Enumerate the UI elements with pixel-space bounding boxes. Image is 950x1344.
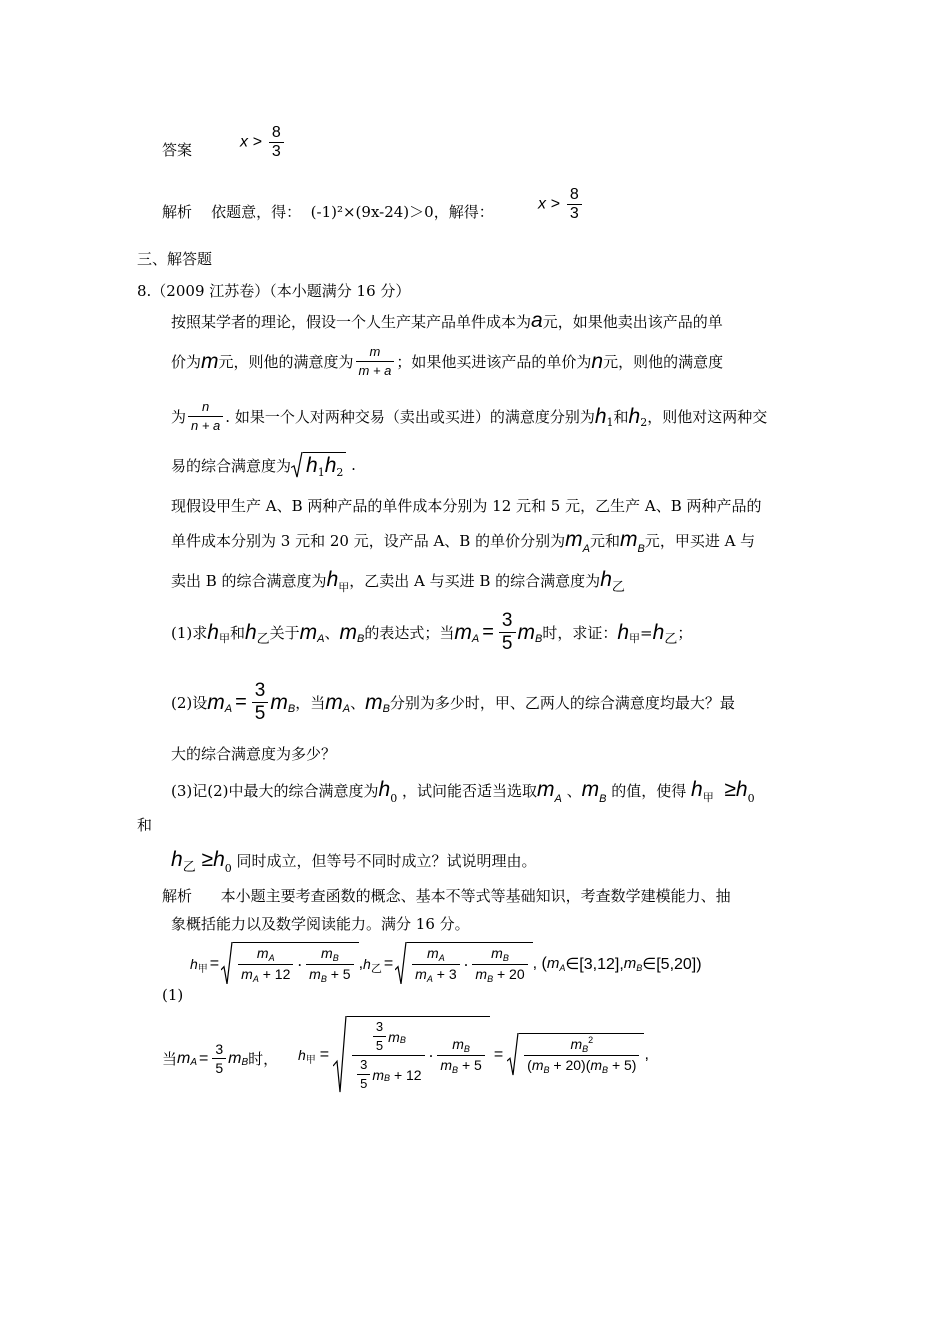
question-3-and: 和 <box>137 816 153 834</box>
analysis1-label: 解析 <box>162 203 193 221</box>
answer-expr: x > $\frac{8}{3}$ <box>240 124 286 161</box>
problem-line-5: 现假设甲生产 A、B 两种产品的单件成本分别为 12 元和 5 元，乙生产 A、B 两种产品的 <box>171 497 762 515</box>
problem-line-1: 按照某学者的理论，假设一个人生产某产品单件成本为a元，如果他卖出该产品的单 <box>171 309 723 332</box>
analysis1-text-a: 依题意，得： <box>211 203 302 221</box>
solution-step1-when: 当 m A = $\frac{3}{5}$ m B 时， <box>162 1041 279 1076</box>
question-2: (2)设 m A = $\frac{3}{5}$ m B ，当 m A 、 m B 分别为多少时，甲、乙两人的综合满意度均最大？最 <box>171 680 735 724</box>
question-3: (3)记(2)中最大的综合满意度为$h_0$ ，试问能否适当选取$m_A$ 、$m_B$ 的值，使得 $h_甲 \ge h_0$ <box>171 778 755 805</box>
answer-line <box>162 140 192 160</box>
solution-step1-formula: h 甲 = $\frac{m_A}{m_A + 12}$ · $\frac{m_B}{m_B + 5}$ , h 乙 = $\frac{m_A}{m_A + 3}$ · $\frac{m_B}{m_B + 20}$ , ( m A ∈[3,12], m B ∈[5,20]) <box>190 942 702 985</box>
question-1: (1)求 h 甲 和 h 乙 关于 m A 、 m B 的表达式；当 m A = $\frac{3}{5}$ m B 时，求证： h 甲 = h 乙 ； <box>171 610 693 654</box>
solution-step1-derivation: h 甲 = $\frac{3}{5}$ m B $\frac{3}{5}$ m B + 12 · $\frac{m_B}{m_B + 5}$ = $\frac{m_B^2}{(m_B + 20)(m_B + 5)}$ , <box>298 1016 649 1093</box>
problem-line-4: 易的综合满意度为 h 1 h 2 . <box>171 454 356 479</box>
solution-line-2: 象概括能力以及数学阅读能力。满分 16 分。 <box>171 915 470 933</box>
question-2-cont: 大的综合满意度为多少？ <box>171 745 337 763</box>
solution-step1-label: (1) <box>162 986 184 1004</box>
problem-header: 8.（2009 江苏卷）（本小题满分 16 分） <box>137 282 411 300</box>
solution-line-1: 解析 本小题主要考查函数的概念、基本不等式等基础知识，考查数学建模能力、抽 <box>162 887 731 905</box>
answer-label: 答案 <box>162 141 193 159</box>
question-3-cont: h乙 $\ge h_0$ 同时成立，但等号不同时成立？试说明理由。 <box>171 848 537 875</box>
problem-line-6: 单件成本分别为 3 元和 20 元，设产品 A、B 的单价分别为$m_A$元和$m_B$元，甲买进 A 与 <box>171 528 756 555</box>
analysis1-text-b: (-1)²×(9x-24)＞0，解得： <box>310 203 494 221</box>
problem-line-2: 价为 m 元，则他的满意度为 $\frac{m}{m + a}$ ；如果他买进该产品的单价为 n 元，则他的满意度 <box>171 344 724 378</box>
problem-line-3: 为 $\frac{n}{n + a}$ . 如果一个人对两种交易（卖出或买进）的满意度分别为 h 1 和 h 2 ，则他对这两种交 <box>171 399 768 433</box>
problem-line-7: 卖出 B 的综合满意度为$h_甲$，乙卖出 A 与买进 B 的综合满意度为h乙 <box>171 568 625 595</box>
analysis1-line <box>162 202 494 222</box>
analysis1-expr: x > $\frac{8}{3}$ <box>538 186 584 223</box>
section-heading: 三、解答题 <box>137 250 213 268</box>
sqrt-h1h2: h 1 h 2 <box>291 452 346 478</box>
